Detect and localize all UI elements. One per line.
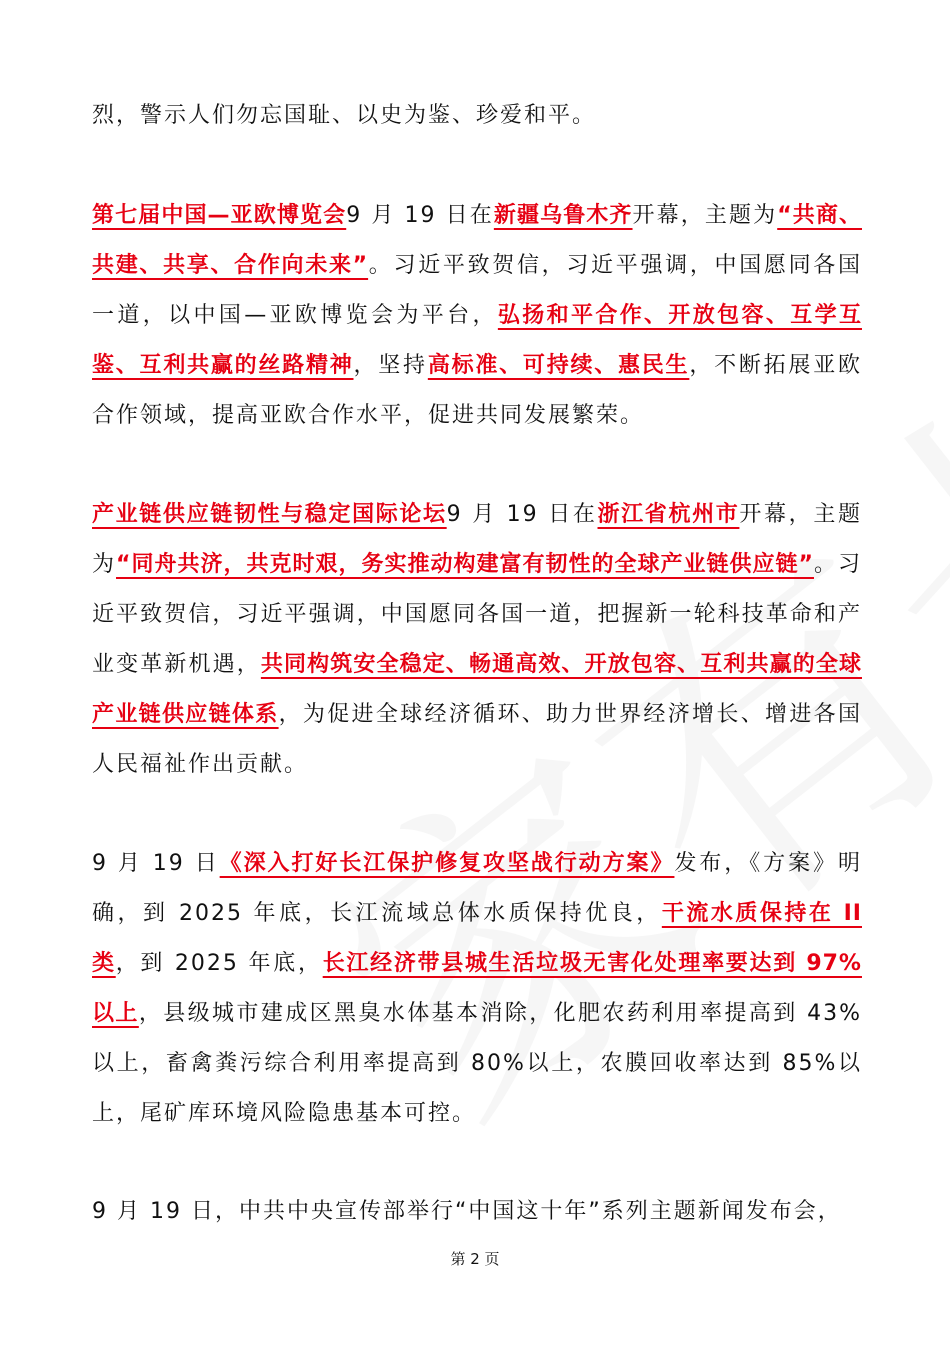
- paragraph-2: [92, 191, 862, 441]
- body-text: ，县级城市建成区黑臭水体基本消除，化肥农药利用率提高到 43%以上，畜禽粪污综合利用率提高到 80%以上，农膜回收率达到 85%以上，尾矿库环境风险隐患基本可控。: [92, 1001, 862, 1126]
- body-text: 。习近平致贺信，习近平强调，中国愿同各国一道，把握新一轮科技革命和产业变革新机遇，: [92, 552, 862, 677]
- body-text: 9 月 19 日在: [446, 502, 598, 527]
- paragraph-3: [92, 490, 862, 790]
- highlighted-text: 弘扬和平合作、开放包容、互学互鉴、互利共赢的丝路精神: [92, 303, 862, 378]
- highlighted-text: “同舟共济，共克时艰，务实推动构建富有韧性的全球产业链供应链”: [116, 552, 814, 577]
- highlighted-text: 《深入打好长江保护修复攻坚战行动方案》: [219, 851, 675, 876]
- body-text: ，到 2025 年底，: [115, 951, 323, 976]
- highlighted-text: 高标准、可持续、惠民生: [427, 353, 690, 378]
- body-text: 烈，警示人们勿忘国耻、以史为鉴、珍爱和平。: [92, 103, 597, 128]
- highlighted-text: “共商、共建、共享、合作向未来”: [92, 203, 862, 278]
- paragraph-4: [92, 839, 862, 1139]
- body-text: 。习近平致贺信，习近平强调，中国愿同各国一道，以中国—亚欧博览会为平台，: [92, 253, 862, 328]
- highlighted-text: 干流水质保持在 II 类: [92, 901, 862, 976]
- paragraph-5: [92, 1187, 862, 1237]
- highlighted-text: 共同构筑安全稳定、畅通高效、开放包容、互利共赢的全球产业链供应链体系: [92, 652, 862, 727]
- paragraph-1: [92, 91, 862, 141]
- highlighted-text: 产业链供应链韧性与稳定国际论坛: [92, 502, 447, 527]
- body-text: 开幕，主题为: [92, 502, 862, 577]
- body-text: ，不断拓展亚欧合作领域，提高亚欧合作水平，促进共同发展繁荣。: [92, 353, 862, 428]
- body-text: ，为促进全球经济循环、助力世界经济增长、增进各国人民福祉作出贡献。: [92, 702, 862, 777]
- highlighted-text: 新疆乌鲁木齐: [493, 203, 633, 228]
- highlighted-text: 浙江省杭州市: [597, 502, 740, 527]
- highlighted-text: 第七届中国—亚欧博览会: [92, 203, 347, 228]
- body-text: 发布，《方案》明确，到 2025 年底，长江流域总体水质保持优良，: [92, 851, 862, 926]
- body-text: 9 月 19 日，中共中央宣传部举行“中国这十年”系列主题新闻发布会，: [92, 1199, 842, 1224]
- page-number: 第 2 页: [450, 1250, 500, 1268]
- body-text: ，坚持: [353, 353, 428, 378]
- body-text: 9 月 19 日: [92, 851, 220, 876]
- body-text: 开幕，主题为: [632, 203, 778, 228]
- highlighted-text: 长江经济带县城生活垃圾无害化处理率要达到 97%以上: [92, 951, 862, 1026]
- body-text: 9 月 19 日在: [346, 203, 494, 228]
